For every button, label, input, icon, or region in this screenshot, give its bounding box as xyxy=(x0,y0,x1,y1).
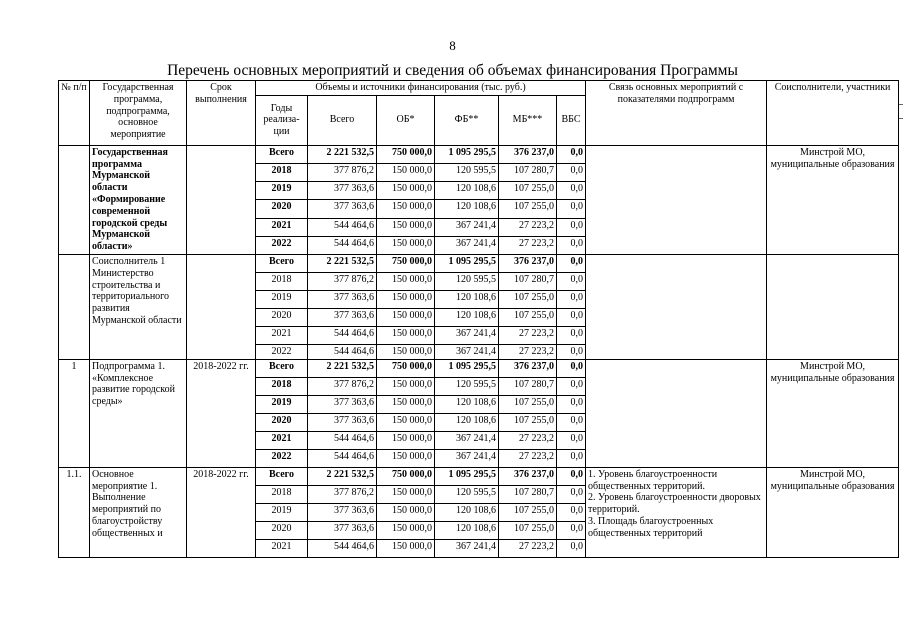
value-ob: 750 000,0 xyxy=(377,359,435,377)
table-row xyxy=(59,359,899,377)
value-vbs: 0,0 xyxy=(557,200,586,218)
value-vbs: 0,0 xyxy=(557,359,586,377)
value-ob: 150 000,0 xyxy=(377,272,435,290)
value-fb: 120 108,6 xyxy=(435,395,499,413)
value-total: 377 363,6 xyxy=(308,308,377,326)
value-mb: 27 223,2 xyxy=(499,236,557,254)
value-vbs: 0,0 xyxy=(557,163,586,181)
value-vbs: 0,0 xyxy=(557,254,586,272)
header-mb: МБ*** xyxy=(499,95,557,145)
value-mb: 107 255,0 xyxy=(499,503,557,521)
value-fb: 367 241,4 xyxy=(435,431,499,449)
participants: Минстрой МО, муниципальные образования xyxy=(767,467,899,557)
value-mb: 107 280,7 xyxy=(499,485,557,503)
value-fb: 120 108,6 xyxy=(435,413,499,431)
indicator-link-item: 2. Уровень благоустроенности дворовых территорий. xyxy=(588,492,761,516)
value-mb: 27 223,2 xyxy=(499,218,557,236)
value-vbs: 0,0 xyxy=(557,145,586,163)
program-name: Подпрограмма 1. «Комплексное развитие городской среды» xyxy=(90,359,187,467)
row-number: 1.1. xyxy=(59,467,90,557)
value-total: 377 876,2 xyxy=(308,272,377,290)
value-fb: 367 241,4 xyxy=(435,449,499,467)
value-ob: 150 000,0 xyxy=(377,521,435,539)
value-year: 2019 xyxy=(256,290,308,308)
scan-artifact xyxy=(899,118,903,119)
value-mb: 107 255,0 xyxy=(499,182,557,200)
value-mb: 27 223,2 xyxy=(499,449,557,467)
program-name: Государственная программа Мурманской области «Формирование современной городской среды Мурманской области» xyxy=(90,145,187,254)
value-total: 377 363,6 xyxy=(308,503,377,521)
value-fb: 367 241,4 xyxy=(435,344,499,359)
value-total: 544 464,6 xyxy=(308,539,377,557)
value-ob: 150 000,0 xyxy=(377,200,435,218)
value-fb: 1 095 295,5 xyxy=(435,359,499,377)
value-total: 544 464,6 xyxy=(308,449,377,467)
value-ob: 750 000,0 xyxy=(377,254,435,272)
value-mb: 107 255,0 xyxy=(499,413,557,431)
value-vbs: 0,0 xyxy=(557,326,586,344)
value-fb: 120 108,6 xyxy=(435,308,499,326)
value-vbs: 0,0 xyxy=(557,377,586,395)
header-links: Связь основных мероприятий с показателями подпрограмм xyxy=(586,81,767,146)
value-total: 544 464,6 xyxy=(308,218,377,236)
value-total: 544 464,6 xyxy=(308,236,377,254)
value-fb: 367 241,4 xyxy=(435,218,499,236)
value-total: 2 221 532,5 xyxy=(308,145,377,163)
table-body xyxy=(59,145,899,557)
value-total: 544 464,6 xyxy=(308,431,377,449)
header-name: Государственная программа, подпрограмма, основное мероприятие xyxy=(90,81,187,146)
value-ob: 750 000,0 xyxy=(377,467,435,485)
value-fb: 120 595,5 xyxy=(435,377,499,395)
scan-artifact xyxy=(899,104,903,105)
value-ob: 150 000,0 xyxy=(377,290,435,308)
value-fb: 367 241,4 xyxy=(435,236,499,254)
value-year: 2019 xyxy=(256,182,308,200)
header-funding: Объемы и источники финансирования (тыс. руб.) xyxy=(256,81,586,96)
header-term: Срок выполнения xyxy=(187,81,256,146)
value-mb: 107 255,0 xyxy=(499,308,557,326)
value-year: 2021 xyxy=(256,218,308,236)
indicator-links xyxy=(586,145,767,254)
value-ob: 150 000,0 xyxy=(377,485,435,503)
value-mb: 107 255,0 xyxy=(499,200,557,218)
value-fb: 120 108,6 xyxy=(435,521,499,539)
value-ob: 150 000,0 xyxy=(377,163,435,181)
value-total: 2 221 532,5 xyxy=(308,359,377,377)
value-year: 2019 xyxy=(256,503,308,521)
value-total: 544 464,6 xyxy=(308,326,377,344)
program-name: Соисполнитель 1 Министерство строительства и территориального развития Мурманской области xyxy=(90,254,187,359)
value-mb: 376 237,0 xyxy=(499,467,557,485)
value-year: 2018 xyxy=(256,485,308,503)
value-fb: 120 595,5 xyxy=(435,272,499,290)
header-participants: Соисполнители, участники xyxy=(767,81,899,146)
value-ob: 150 000,0 xyxy=(377,431,435,449)
value-total: 2 221 532,5 xyxy=(308,467,377,485)
value-fb: 120 108,6 xyxy=(435,290,499,308)
term: 2018-2022 гг. xyxy=(187,359,256,467)
value-ob: 150 000,0 xyxy=(377,236,435,254)
value-year: 2018 xyxy=(256,163,308,181)
indicator-links xyxy=(586,359,767,467)
value-total: 377 876,2 xyxy=(308,485,377,503)
value-fb: 367 241,4 xyxy=(435,539,499,557)
value-total: 544 464,6 xyxy=(308,344,377,359)
value-year: 2022 xyxy=(256,236,308,254)
value-fb: 120 108,6 xyxy=(435,200,499,218)
value-year: 2018 xyxy=(256,377,308,395)
value-mb: 27 223,2 xyxy=(499,344,557,359)
value-mb: 107 280,7 xyxy=(499,272,557,290)
participants: Минстрой МО, муниципальные образования xyxy=(767,359,899,467)
indicator-link-item: 1. Уровень благоустроенности общественных территорий. xyxy=(588,468,718,492)
value-ob: 150 000,0 xyxy=(377,377,435,395)
value-mb: 27 223,2 xyxy=(499,539,557,557)
value-total: 377 876,2 xyxy=(308,163,377,181)
value-ob: 150 000,0 xyxy=(377,308,435,326)
value-year: 2020 xyxy=(256,413,308,431)
value-year: 2021 xyxy=(256,326,308,344)
value-vbs: 0,0 xyxy=(557,503,586,521)
value-total: 377 363,6 xyxy=(308,182,377,200)
value-total: 377 876,2 xyxy=(308,377,377,395)
value-mb: 27 223,2 xyxy=(499,431,557,449)
value-total: 377 363,6 xyxy=(308,200,377,218)
header-num: № п/п xyxy=(59,81,90,146)
value-year: 2022 xyxy=(256,344,308,359)
header-vbs: ВБС xyxy=(557,95,586,145)
value-mb: 376 237,0 xyxy=(499,145,557,163)
row-number: 1 xyxy=(59,359,90,467)
row-number xyxy=(59,145,90,254)
value-vbs: 0,0 xyxy=(557,290,586,308)
table-row xyxy=(59,467,899,485)
value-year: 2020 xyxy=(256,308,308,326)
value-ob: 150 000,0 xyxy=(377,503,435,521)
value-vbs: 0,0 xyxy=(557,485,586,503)
term: 2018-2022 гг. xyxy=(187,467,256,557)
value-fb: 1 095 295,5 xyxy=(435,254,499,272)
value-vbs: 0,0 xyxy=(557,413,586,431)
value-ob: 750 000,0 xyxy=(377,145,435,163)
page-number: 8 xyxy=(449,38,456,53)
value-vbs: 0,0 xyxy=(557,395,586,413)
value-total: 2 221 532,5 xyxy=(308,254,377,272)
indicator-links xyxy=(586,467,767,557)
value-ob: 150 000,0 xyxy=(377,395,435,413)
value-year: 2020 xyxy=(256,200,308,218)
value-fb: 120 595,5 xyxy=(435,163,499,181)
header-ob: ОБ* xyxy=(377,95,435,145)
value-fb: 120 108,6 xyxy=(435,503,499,521)
term xyxy=(187,254,256,359)
value-year: 2021 xyxy=(256,431,308,449)
row-number xyxy=(59,254,90,359)
value-total: 377 363,6 xyxy=(308,521,377,539)
table-row xyxy=(59,145,899,163)
value-total: 377 363,6 xyxy=(308,413,377,431)
financing-table xyxy=(58,80,899,558)
value-vbs: 0,0 xyxy=(557,449,586,467)
value-year: 2022 xyxy=(256,449,308,467)
value-fb: 1 095 295,5 xyxy=(435,467,499,485)
value-ob: 150 000,0 xyxy=(377,218,435,236)
value-fb: 367 241,4 xyxy=(435,326,499,344)
value-fb: 120 108,6 xyxy=(435,182,499,200)
header-total: Всего xyxy=(308,95,377,145)
value-ob: 150 000,0 xyxy=(377,413,435,431)
value-vbs: 0,0 xyxy=(557,218,586,236)
value-vbs: 0,0 xyxy=(557,182,586,200)
value-mb: 376 237,0 xyxy=(499,254,557,272)
value-mb: 107 255,0 xyxy=(499,521,557,539)
value-year: 2019 xyxy=(256,395,308,413)
value-year: Всего xyxy=(256,467,308,485)
value-fb: 120 595,5 xyxy=(435,485,499,503)
value-fb: 1 095 295,5 xyxy=(435,145,499,163)
value-ob: 150 000,0 xyxy=(377,326,435,344)
term xyxy=(187,145,256,254)
value-vbs: 0,0 xyxy=(557,308,586,326)
value-mb: 107 280,7 xyxy=(499,163,557,181)
value-ob: 150 000,0 xyxy=(377,449,435,467)
indicator-link-item: 3. Площадь благоустроенных общественных территорий xyxy=(588,515,714,539)
value-ob: 150 000,0 xyxy=(377,539,435,557)
value-vbs: 0,0 xyxy=(557,467,586,485)
value-mb: 107 280,7 xyxy=(499,377,557,395)
header-years: Годы реализа-ции xyxy=(256,95,308,145)
value-vbs: 0,0 xyxy=(557,521,586,539)
value-year: 2020 xyxy=(256,521,308,539)
value-ob: 150 000,0 xyxy=(377,344,435,359)
value-mb: 27 223,2 xyxy=(499,326,557,344)
value-vbs: 0,0 xyxy=(557,272,586,290)
value-mb: 107 255,0 xyxy=(499,395,557,413)
value-mb: 376 237,0 xyxy=(499,359,557,377)
value-total: 377 363,6 xyxy=(308,290,377,308)
value-mb: 107 255,0 xyxy=(499,290,557,308)
header-fb: ФБ** xyxy=(435,95,499,145)
value-vbs: 0,0 xyxy=(557,344,586,359)
value-year: Всего xyxy=(256,145,308,163)
value-year: 2018 xyxy=(256,272,308,290)
value-year: Всего xyxy=(256,254,308,272)
program-name: Основное мероприятие 1. Выполнение мероприятий по благоустройству общественных и xyxy=(90,467,187,557)
document-title: Перечень основных мероприятий и сведения об объемах финансирования Программы xyxy=(167,62,738,79)
participants: Минстрой МО, муниципальные образования xyxy=(767,145,899,254)
indicator-links xyxy=(586,254,767,359)
value-vbs: 0,0 xyxy=(557,431,586,449)
value-ob: 150 000,0 xyxy=(377,182,435,200)
value-year: 2021 xyxy=(256,539,308,557)
participants xyxy=(767,254,899,359)
value-total: 377 363,6 xyxy=(308,395,377,413)
table-row xyxy=(59,254,899,272)
value-year: Всего xyxy=(256,359,308,377)
value-vbs: 0,0 xyxy=(557,236,586,254)
value-vbs: 0,0 xyxy=(557,539,586,557)
